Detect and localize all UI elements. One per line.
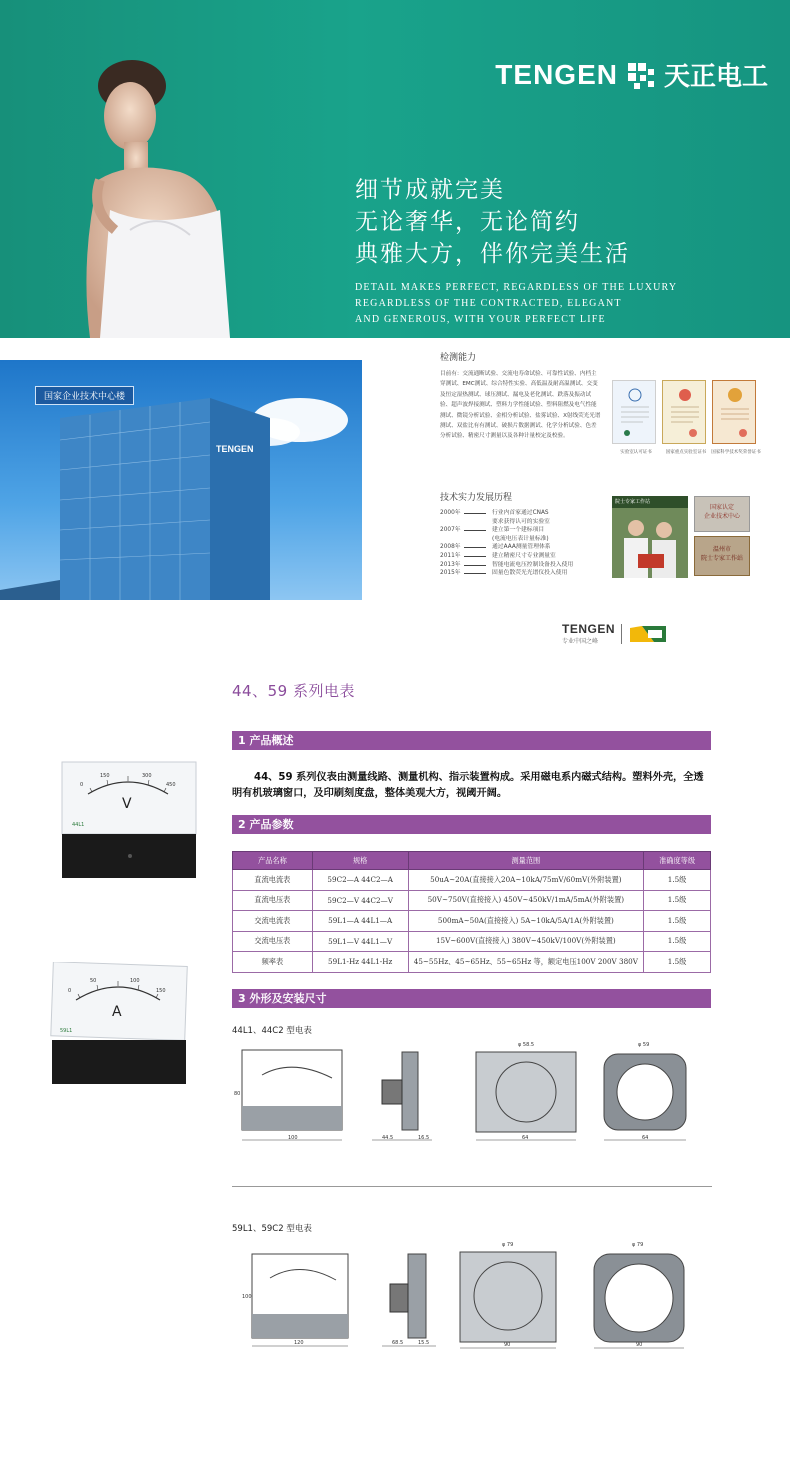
table-cell: 50V~750V(直接接入) 450V~450kV/1mA/5mA(外附装置) bbox=[408, 890, 644, 911]
award-ceremony-photo bbox=[612, 496, 688, 578]
certificate-icon bbox=[613, 381, 657, 443]
dimensions-44-drawings bbox=[232, 1040, 712, 1150]
brand-logo bbox=[495, 56, 768, 93]
people-icon bbox=[612, 496, 688, 578]
certificate-caption: 实验室认可证书 bbox=[620, 450, 652, 455]
voltmeter-photo bbox=[60, 760, 200, 880]
dim-label: 90 bbox=[636, 1342, 643, 1348]
history-year: 2008年 bbox=[440, 544, 461, 551]
table-cell: 交流电压表 bbox=[233, 931, 313, 952]
table-cell: 59L1—A 44L1—A bbox=[312, 911, 408, 932]
table-header: 准确度等级 bbox=[644, 852, 711, 870]
slogan-en bbox=[355, 280, 677, 328]
plaque-2 bbox=[694, 536, 750, 576]
plaque-2-line-1: 温州市 bbox=[712, 546, 731, 553]
history-year: 2015年 bbox=[440, 570, 461, 577]
table-row bbox=[233, 890, 711, 911]
section-overview-header: 1 产品概述 bbox=[232, 731, 711, 750]
brand-name-en: TENGEN bbox=[495, 58, 618, 90]
table-cell: 1.5级 bbox=[644, 931, 711, 952]
certificate-icon bbox=[713, 381, 757, 443]
table-row bbox=[233, 870, 711, 891]
divider bbox=[232, 1186, 712, 1187]
company-section bbox=[0, 350, 790, 604]
sheet-logo bbox=[562, 622, 668, 645]
table-row bbox=[233, 911, 711, 932]
history-event: 智能电流电压控制设备投入使用 bbox=[492, 561, 574, 568]
history-title: 技术实力发展历程 bbox=[440, 493, 513, 503]
slogan bbox=[355, 174, 677, 328]
brand-name-cn: 天正电工 bbox=[663, 62, 768, 92]
history-row bbox=[440, 518, 602, 527]
capability-panel bbox=[440, 350, 780, 577]
table-cell: 59C2—A 44C2—A bbox=[312, 870, 408, 891]
sheet-logo-en: TENGEN bbox=[562, 622, 616, 636]
certificates bbox=[612, 380, 761, 455]
dim-label: φ 58.5 bbox=[518, 1042, 535, 1048]
tick-label: 0 bbox=[80, 782, 84, 788]
history-row bbox=[440, 561, 602, 570]
tick-label: 300 bbox=[142, 773, 152, 779]
table-cell: 500mA~50A(直接接入) 5A~10kA/5A/1A(外附装置) bbox=[408, 911, 644, 932]
history-event: 固量色散荧光光谱仪投入使用 bbox=[492, 570, 568, 577]
model-59-label: 59L1、59C2 型电表 bbox=[232, 1224, 312, 1234]
history-event: 要求获得认可的实验室 bbox=[492, 518, 550, 525]
dim-label: 16.5 bbox=[418, 1135, 430, 1141]
section-params-header: 2 产品参数 bbox=[232, 815, 711, 834]
photo-caption: 院士专家工作站 bbox=[612, 496, 688, 508]
certificate-1 bbox=[612, 380, 656, 455]
slogan-en-2: REGARDLESS OF THE CONTRACTED, ELEGANT bbox=[355, 298, 622, 309]
history-event: (电流电压表计量标准) bbox=[492, 535, 549, 542]
table-cell: 15V~600V(直接接入) 380V~450kV/100V(外附装置) bbox=[408, 931, 644, 952]
plaques bbox=[694, 496, 750, 578]
table-cell: 1.5级 bbox=[644, 952, 711, 973]
slogan-en-3: AND GENEROUS, WITH YOUR PERFECT LIFE bbox=[355, 314, 606, 325]
history-event: 通过AAA测量管理体系 bbox=[492, 544, 551, 551]
logo-separator bbox=[621, 624, 622, 644]
capability-text: 目前有：交流通断试验、交流电寿命试验、可靠性试验、内档主穿测试、EMC测试、综合特性实验、高低温及耐高温测试、交变及恒定湿热测试、球压测试、漏电及老化测试、跌落及振动试验、超声波焊接测试、塑料力学性能试验、塑料阻燃及电气性能测试、微镜分析试验、金相分析试验、盐雾试验、X射线荧光光谱测试、双盐比有有测试、破损片数据测试、化学分析试验、色差分析试验、精密尺寸测量以及各种计量校定及校验。 bbox=[440, 371, 601, 440]
brand-mark-icon bbox=[628, 624, 668, 644]
overview-text: 44、59 系列仪表由测量线路、测量机构、指示装置构成。采用磁电系内磁式结构。塑料外壳，全透明有机玻璃窗口，及印刷刻度盘，整体美观大方，视阈开阔。 bbox=[232, 772, 704, 799]
history-year: 2007年 bbox=[440, 527, 461, 534]
history-event: 建立精密尺寸专业测量室 bbox=[492, 552, 556, 559]
table-cell: 直流电流表 bbox=[233, 870, 313, 891]
sheet-logo-sub: 专业中国之峰 bbox=[562, 638, 599, 645]
history-year: 2013年 bbox=[440, 561, 461, 568]
table-row bbox=[233, 952, 711, 973]
plaque-2-line-2: 院士专家工作站 bbox=[700, 555, 743, 562]
certificate-2 bbox=[662, 380, 707, 455]
dim-label: 100 bbox=[242, 1294, 252, 1300]
plaque-1-line-2: 企业技术中心 bbox=[703, 513, 740, 520]
history-row bbox=[440, 509, 602, 518]
dim-label: φ 79 bbox=[502, 1242, 514, 1248]
building-photo bbox=[0, 360, 362, 600]
history-row bbox=[440, 535, 602, 544]
history-event: 行业内首家通过CNAS bbox=[492, 510, 549, 516]
table-cell: 59L1—V 44L1—V bbox=[312, 931, 408, 952]
slogan-en-1: DETAIL MAKES PERFECT, REGARDLESS OF THE LUXURY bbox=[355, 282, 678, 293]
certificate-caption: 国家重点实验室证书 bbox=[665, 450, 707, 455]
history-year: 2000年 bbox=[440, 510, 461, 516]
table-cell: 45~55Hz、45~65Hz、55~65Hz 等，额定电压100V 200V 380V bbox=[408, 952, 644, 973]
table-cell: 59C2—V 44C2—V bbox=[312, 890, 408, 911]
tick-label: 450 bbox=[166, 782, 176, 788]
dim-label: 44.5 bbox=[382, 1135, 394, 1141]
table-cell: 50uA~20A(直接接入20A~10kA/75mV/60mV(外附装置) bbox=[408, 870, 644, 891]
certificate-3 bbox=[711, 380, 761, 455]
history-row bbox=[440, 543, 602, 552]
table-cell: 1.5级 bbox=[644, 870, 711, 891]
certificate-icon bbox=[663, 381, 707, 443]
history-row bbox=[440, 552, 602, 561]
model-photo bbox=[70, 60, 310, 338]
history-row bbox=[440, 526, 602, 535]
dim-label: 100 bbox=[288, 1135, 298, 1141]
history-timeline bbox=[440, 490, 602, 578]
table-cell: 交流电流表 bbox=[233, 911, 313, 932]
table-header: 测量范围 bbox=[408, 852, 644, 870]
meter-unit: V bbox=[122, 796, 132, 812]
table-header-row bbox=[233, 852, 711, 870]
meter-unit: A bbox=[112, 1004, 122, 1020]
meter-model: 44L1 bbox=[72, 822, 85, 828]
table-header: 产品名称 bbox=[233, 852, 313, 870]
plaque-1 bbox=[694, 496, 750, 532]
dimensions-59-drawings bbox=[232, 1240, 712, 1350]
tick-label: 150 bbox=[156, 988, 166, 994]
plaque-1-line-1: 国家认定 bbox=[709, 504, 734, 511]
dim-label: φ 79 bbox=[632, 1242, 644, 1248]
page-title: 44、59 系列电表 bbox=[232, 682, 355, 700]
capability-title: 检测能力 bbox=[440, 353, 477, 363]
model-44-label: 44L1、44C2 型电表 bbox=[232, 1026, 312, 1036]
certificate-caption: 国家科学技术奖荣誉证书 bbox=[711, 450, 761, 455]
tick-label: 50 bbox=[90, 978, 97, 984]
hero-banner bbox=[0, 0, 790, 338]
building-tag: 国家企业技术中心楼 bbox=[35, 386, 134, 405]
dim-label: 120 bbox=[294, 1340, 304, 1346]
dim-label: 90 bbox=[504, 1342, 511, 1348]
slogan-line-2: 无论奢华，无论简约 bbox=[355, 209, 580, 235]
table-cell: 1.5级 bbox=[644, 890, 711, 911]
tick-label: 150 bbox=[100, 773, 110, 779]
section-dimensions-header: 3 外形及安装尺寸 bbox=[232, 989, 711, 1008]
dim-label: φ 59 bbox=[638, 1042, 650, 1048]
table-header: 规格 bbox=[312, 852, 408, 870]
dim-label: 15.5 bbox=[418, 1340, 430, 1346]
table-cell: 频率表 bbox=[233, 952, 313, 973]
tengen-logo-icon bbox=[626, 61, 656, 89]
award-photos bbox=[612, 496, 750, 578]
history-row bbox=[440, 569, 602, 578]
table-cell: 59L1-Hz 44L1-Hz bbox=[312, 952, 408, 973]
dim-label: 64 bbox=[522, 1135, 529, 1141]
tick-label: 100 bbox=[130, 978, 140, 984]
history-year: 2011年 bbox=[440, 552, 461, 559]
slogan-line-3: 典雅大方，伴你完美生活 bbox=[355, 241, 630, 267]
tick-label: 0 bbox=[68, 988, 72, 994]
dim-label: 64 bbox=[642, 1135, 649, 1141]
slogan-line-1: 细节成就完美 bbox=[355, 177, 505, 203]
dim-label: 80 bbox=[234, 1091, 241, 1097]
history-event: 建立第一个建标项目 bbox=[492, 527, 545, 534]
building-sign: TENGEN bbox=[216, 444, 254, 454]
meter-model: 59L1 bbox=[60, 1028, 73, 1034]
params-table bbox=[232, 851, 711, 973]
table-row bbox=[233, 931, 711, 952]
table-cell: 1.5级 bbox=[644, 911, 711, 932]
table-cell: 直流电压表 bbox=[233, 890, 313, 911]
dim-label: 68.5 bbox=[392, 1340, 404, 1346]
sheet-logo-text bbox=[562, 622, 615, 645]
ammeter-photo bbox=[46, 962, 190, 1086]
